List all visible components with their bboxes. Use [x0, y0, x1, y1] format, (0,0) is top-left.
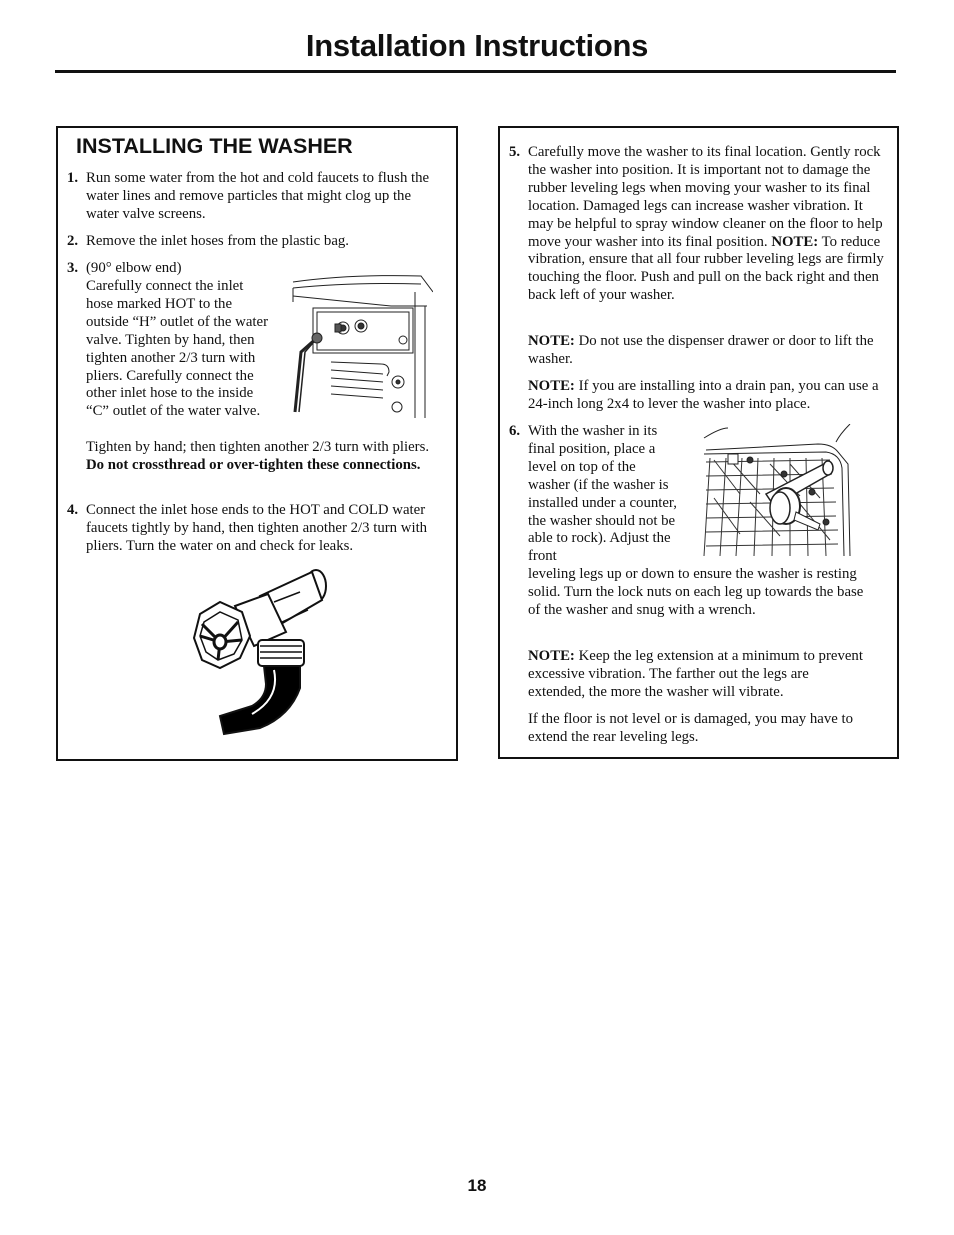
page-number: 18 — [467, 1176, 487, 1195]
step-3-lead: (90° elbow end) — [86, 260, 182, 276]
step-1-text: Run some water from the hot and cold faucets to flush the water lines and remove particles that might clog up the water valve screens. — [86, 170, 430, 222]
note-dispenser: NOTE: Do not use the dispenser drawer or door to lift the washer. — [528, 333, 874, 367]
installing-washer-panel — [56, 126, 458, 761]
section-heading: INSTALLING THE WASHER — [76, 134, 353, 158]
step-3-text-cont: Tighten by hand; then tighten another 2/3 turn with pliers. Do not crossthread or over-tighten these connections. — [86, 439, 430, 473]
step-6-number: 6. — [509, 423, 521, 439]
step-6-text-cont: leveling legs up or down to ensure the washer is resting solid. Turn the lock nuts on each leg up towards the base of the washer and snug with a wrench. — [528, 566, 864, 618]
leveling-leg-illustration — [700, 424, 860, 560]
step-4-text: Connect the inlet hose ends to the HOT and COLD water faucets tightly by hand, then tighten another 2/3 turn with pliers. Turn the water on and check for leaks. — [86, 502, 428, 554]
step-3-text: Carefully connect the inlet hose marked HOT to the outside “H” outlet of the water valve. Tighten by hand, then tighten another 2/3 turn with pliers. Carefully connect the other inlet hose to the inside “C” outlet of the water valve. — [86, 278, 269, 420]
final-note: If the floor is not level or is damaged, you may have to extend the rear leveling legs. — [528, 711, 854, 745]
step-3-warning: Do not crossthread or over-tighten these connections. — [86, 456, 421, 473]
step-5-text: Carefully move the washer to its final location. Gently rock the washer into position. It is important not to damage the rubber leveling legs when moving your washer to its final location. Damaged legs can increase washer vibration. It may be helpful to spray window cleaner on the floor to help move your washer into its final position. NOTE: To reduce vibration, ensure that all four rubber leveling legs are firmly touching the floor. Push and pull on the back right and then back left of your washer. — [528, 144, 884, 304]
step-2-text: Remove the inlet hoses from the plastic bag. — [86, 233, 349, 249]
step-2-number: 2. — [67, 233, 79, 249]
faucet-hose-illustration — [190, 566, 330, 741]
title-rule — [55, 70, 896, 73]
step-5-number: 5. — [509, 144, 521, 160]
note-leg-extension: NOTE: Keep the leg extension at a minimum to prevent excessive vibration. The farther out the legs are extended, the more the washer will vibrate. — [528, 648, 863, 700]
step-1-number: 1. — [67, 170, 79, 186]
step-6-text: With the washer in its final position, place a level on top of the washer (if the washer is installed under a counter, the washer should not be able to rock). Adjust the front — [528, 423, 677, 565]
page-title: Installation Instructions — [305, 28, 649, 63]
step-4-number: 4. — [67, 502, 79, 518]
step-3-number: 3. — [67, 260, 79, 276]
water-valve-illustration — [291, 272, 433, 418]
note-drain-pan: NOTE: If you are installing into a drain pan, you can use a 24-inch long 2x4 to lever the washer into place. — [528, 378, 879, 412]
leveling-panel — [498, 126, 899, 759]
